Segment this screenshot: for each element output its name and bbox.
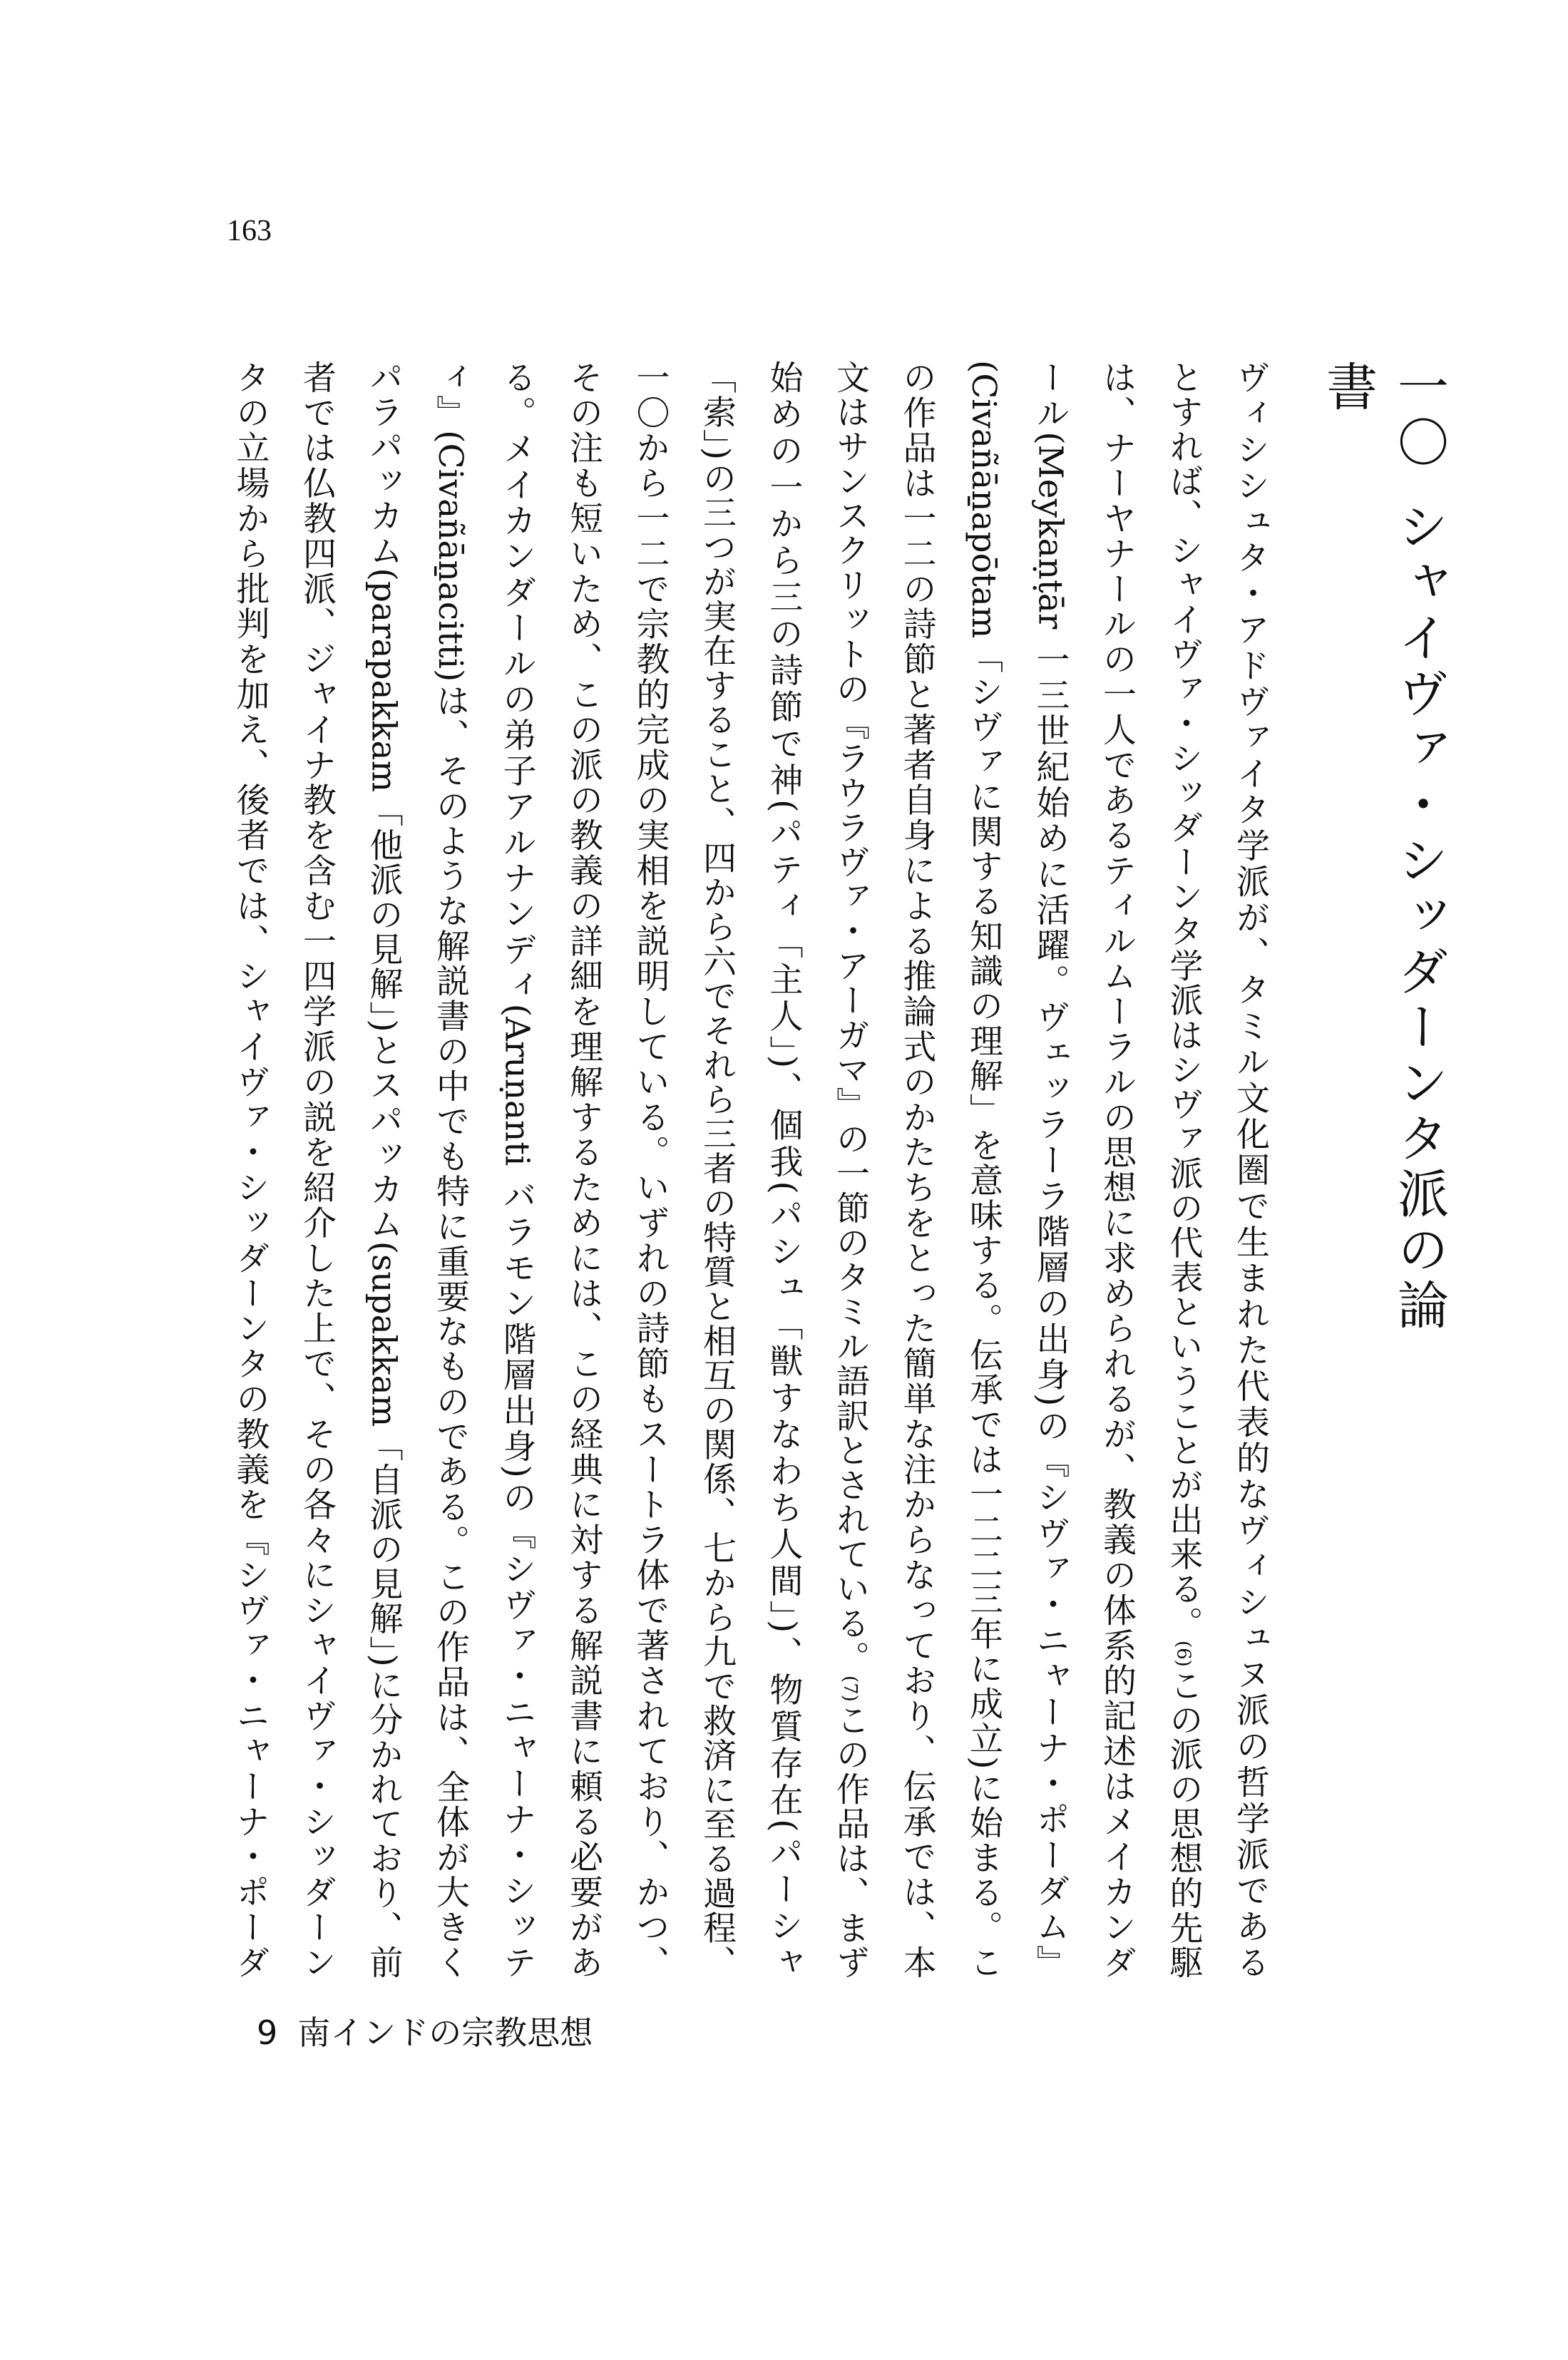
text-segment: ール(Meykaṇṭār 一三世紀始めに活躍。ヴェッラーラ階層の出身)の『シヴァ・ニャーナ・ポーダム』 [1030,360,1070,1979]
body-text [214,360,1283,1979]
text-segment: 「索」)の三つが実在すること、四から六でそれら三者の特質と相互の関係、七から九で救済に至る過程、 [697,360,737,1979]
text-column [1017,360,1084,1979]
chapter-number: 9 [257,2013,278,2052]
text-segment: パラパッカム(parapakkam「他派の見解」)とスパッカム(supakkam「自派の見解」)に分かれており、前 [364,360,404,1979]
text-column [550,360,618,1979]
text-segment: ヴィシシュタ・アドヴァイタ学派が、タミル文化圏で生まれた代表的なヴィシュヌ派の哲学派である [1231,360,1270,1979]
text-segment: この派の思想的先駆 [1164,1667,1204,1979]
text-column [617,360,684,1979]
text-column [750,360,817,1979]
text-segment: この作品は、まず [831,1701,870,1979]
section-title [1312,360,1455,1358]
section-number: 一〇 [1389,360,1449,471]
text-segment: 一〇から一二で宗教的完成の実相を説明している。いずれの詩節もスートラ体で著されており、かつ、 [630,360,670,1979]
text-column [1150,360,1217,1979]
text-column [483,360,550,1979]
section-title-text: シャイヴァ・シッダーンタ派の論書 [1318,360,1449,1334]
text-column [883,360,950,1979]
text-column [284,360,351,1979]
footnote-marker: (6) [1172,1641,1194,1668]
text-segment: タの立場から批判を加え、後者では、シャイヴァ・シッダーンタの教義を『シヴァ・ニャーナ・ポーダ [230,360,270,1979]
text-column [950,360,1018,1979]
text-segment: る。メイカンダールの弟子アルナンディ(Aruṇanti バラモン階層出身)の『シヴァ・ニャーナ・シッテ [497,360,537,1979]
text-segment: ィ』(Civañāṉacitti)は、そのような解説書の中でも特に重要なものである。この作品は、全体が大きく [431,360,470,1979]
text-segment: の作品は一二の詩節と著者自身による推論式のかたちをとった簡単な注からなっており、伝承では、本 [897,360,937,1979]
text-segment: 者では仏教四派、ジャイナ教を含む一四学派の説を紹介した上で、その各々にシャイヴァ・シッダーン [297,360,337,1979]
page-number: 163 [227,215,272,247]
text-column [1217,360,1284,1979]
text-column [417,360,484,1979]
text-segment: 文はサンスクリットの『ラウラヴァ・アーガマ』の一節のタミル語訳とされている。 [831,360,870,1676]
text-segment: 始めの一から三の詩節で神(パティ「主人」)、個我(パシュ「獣すなわち人間」)、物質存在(パーシャ [764,360,804,1979]
text-column [1084,360,1151,1979]
text-column [684,360,751,1979]
text-column [817,360,884,1979]
chapter-title: 南インドの宗教思想 [297,2013,593,2052]
text-segment: その注も短いため、この派の教義の詳細を理解するためには、この経典に対する解説書に頼る必要があ [564,360,603,1979]
footnote-marker: (7) [839,1675,861,1702]
text-segment: とすれば、シャイヴァ・シッダーンタ学派はシヴァ派の代表ということが出来る。 [1164,360,1204,1641]
text-column [350,360,417,1979]
text-segment: は、ナーヤナールの一人であるティルムーラルの思想に求められるが、教義の体系的記述はメイカンダ [1097,360,1137,1979]
text-segment: (Civañāṉapōtam「シヴァに関する知識の理解」を意味する。伝承では一二二三年に成立)に始まる。こ [964,360,1003,1979]
text-column [217,360,284,1979]
running-footer [257,2007,593,2054]
